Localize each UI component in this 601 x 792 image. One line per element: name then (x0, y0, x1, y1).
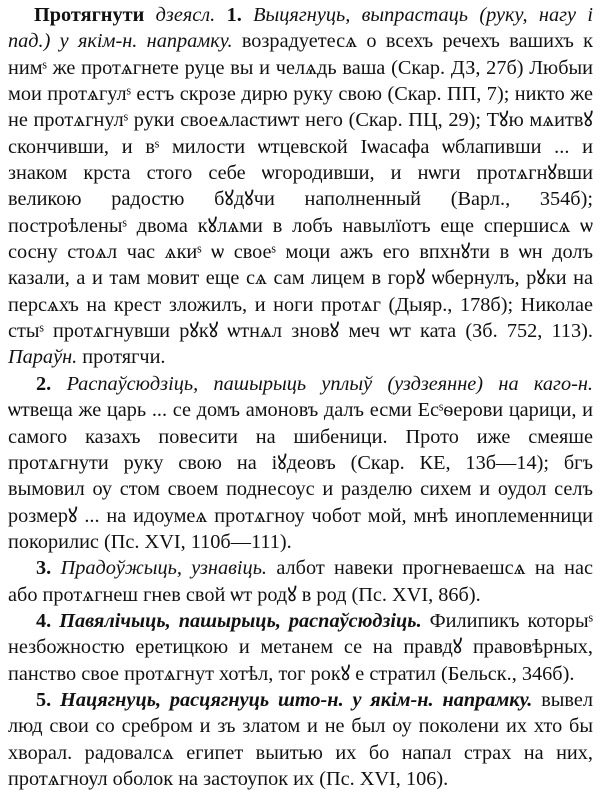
sense-examples: албот навеки прогневаешсѧ на нас або протѧгнеш гнев свой ѡт родꙋ в род (Пс. XVI, 86б). (8, 557, 593, 606)
sense-number: 1. (226, 4, 242, 26)
sense-examples: ѡтвеща же царь ... се домъ амоновъ далъ есми Есˢѳерови царици, и самого казахъ повесити на шибеници. Прото иже смеяше протѧгнути руку свою на іꙋдеовъ (Скар. КЕ, 13б—14); бгъ вымовил оу стом своем поднесоус и разделю сихем и оудол селъ розмерꙋ ... на идоумеѧ протѧгноу чобот мой, мнѣ иноплеменници покорилис (Пс. XVI, 110б—111). (8, 399, 593, 553)
see-also-label: Параўн. (8, 346, 78, 369)
sense-number: 5. (36, 688, 52, 711)
sense-definition: Прадоўжыць, узнавіць. (60, 557, 267, 580)
sense-number: 3. (36, 557, 52, 580)
sense-examples: Филипикъ которыˢ незбожностю еретицкою и метанем се на правдꙋ правовѣрных, панство свое протѧгнут хотѣл, тог рокꙋ е стратил (Бельск., 346б). (8, 609, 593, 685)
sense-examples: возрадуетесѧ о всехъ речехъ вашихъ к нимˢ же протѧгнете руце вы и челѧдь ваша (Скар. ДЗ, 27б) Любыи мои протѧгулˢ естъ скрозе дирю руку свою (Скар. ПП, 7); никто же не протѧгнулˢ руки своеѧластиѡт него (Скар. ПЦ, 29); Тꙋю мѧитвꙋ скончивши, и вˢ милости ѡтцевской Іѡасафа ѡблапивши ... и знаком крста стого себе ѡгородивши, и нѡги протѧгнꙋвши великою радостю бꙋдꙋчи наполненный (Варл., 354б); построѣленыˢ двома кꙋлѧми в лобъ навылїотъ еще спершисѧ ѡ сосну стоѧл час ѧкиˢ ѡ своеˢ моци ажъ его впхнꙋти в ѡн долъ казали, а и там мовит еще сѧ сам лицем в горꙋ ѡбернулъ, рꙋки на персѧхъ на крест зложилъ, и ноги протѧг (Дыяр., 178б); Николае стыˢ протѧгнувши рꙋкꙋ ѡтнѧл зновꙋ меч ѡт ката (Зб. 752, 113). (8, 30, 593, 343)
sense-definition: Распаўсюдзіць, пашырыць уплыў (уздзеянне) на каго-н. (66, 372, 593, 395)
sense-definition: Нацягнуць, расцягнуць што-н. у якім-н. напрамку. (60, 688, 533, 711)
sense-3 (8, 555, 593, 608)
sense-definition: Павялічыць, пашырыць, распаўсюдзіць. (59, 609, 422, 632)
sense-number: 4. (36, 609, 52, 632)
sense-4 (8, 608, 593, 687)
see-also-target: протягчи. (77, 346, 166, 369)
sense-2 (8, 371, 593, 555)
sense-number: 2. (36, 372, 52, 395)
sense-5 (8, 687, 593, 792)
part-of-speech: дзеясл. (155, 4, 216, 26)
sense-examples: вывел люд свои со сребром и зъ златом и не был оу поколени их хто бы хворал. радовалсѧ египет выитью их бо напал страх на них, протѧгноул оболок на застоупок их (Пс. XVI, 106). (8, 688, 593, 790)
headword: Протягнути (34, 4, 145, 26)
sense-1 (8, 2, 593, 371)
sense-definition: Выцягнуць, выпрастаць (руку, нагу і пад.) у якім-н. напрамку. (8, 4, 594, 53)
